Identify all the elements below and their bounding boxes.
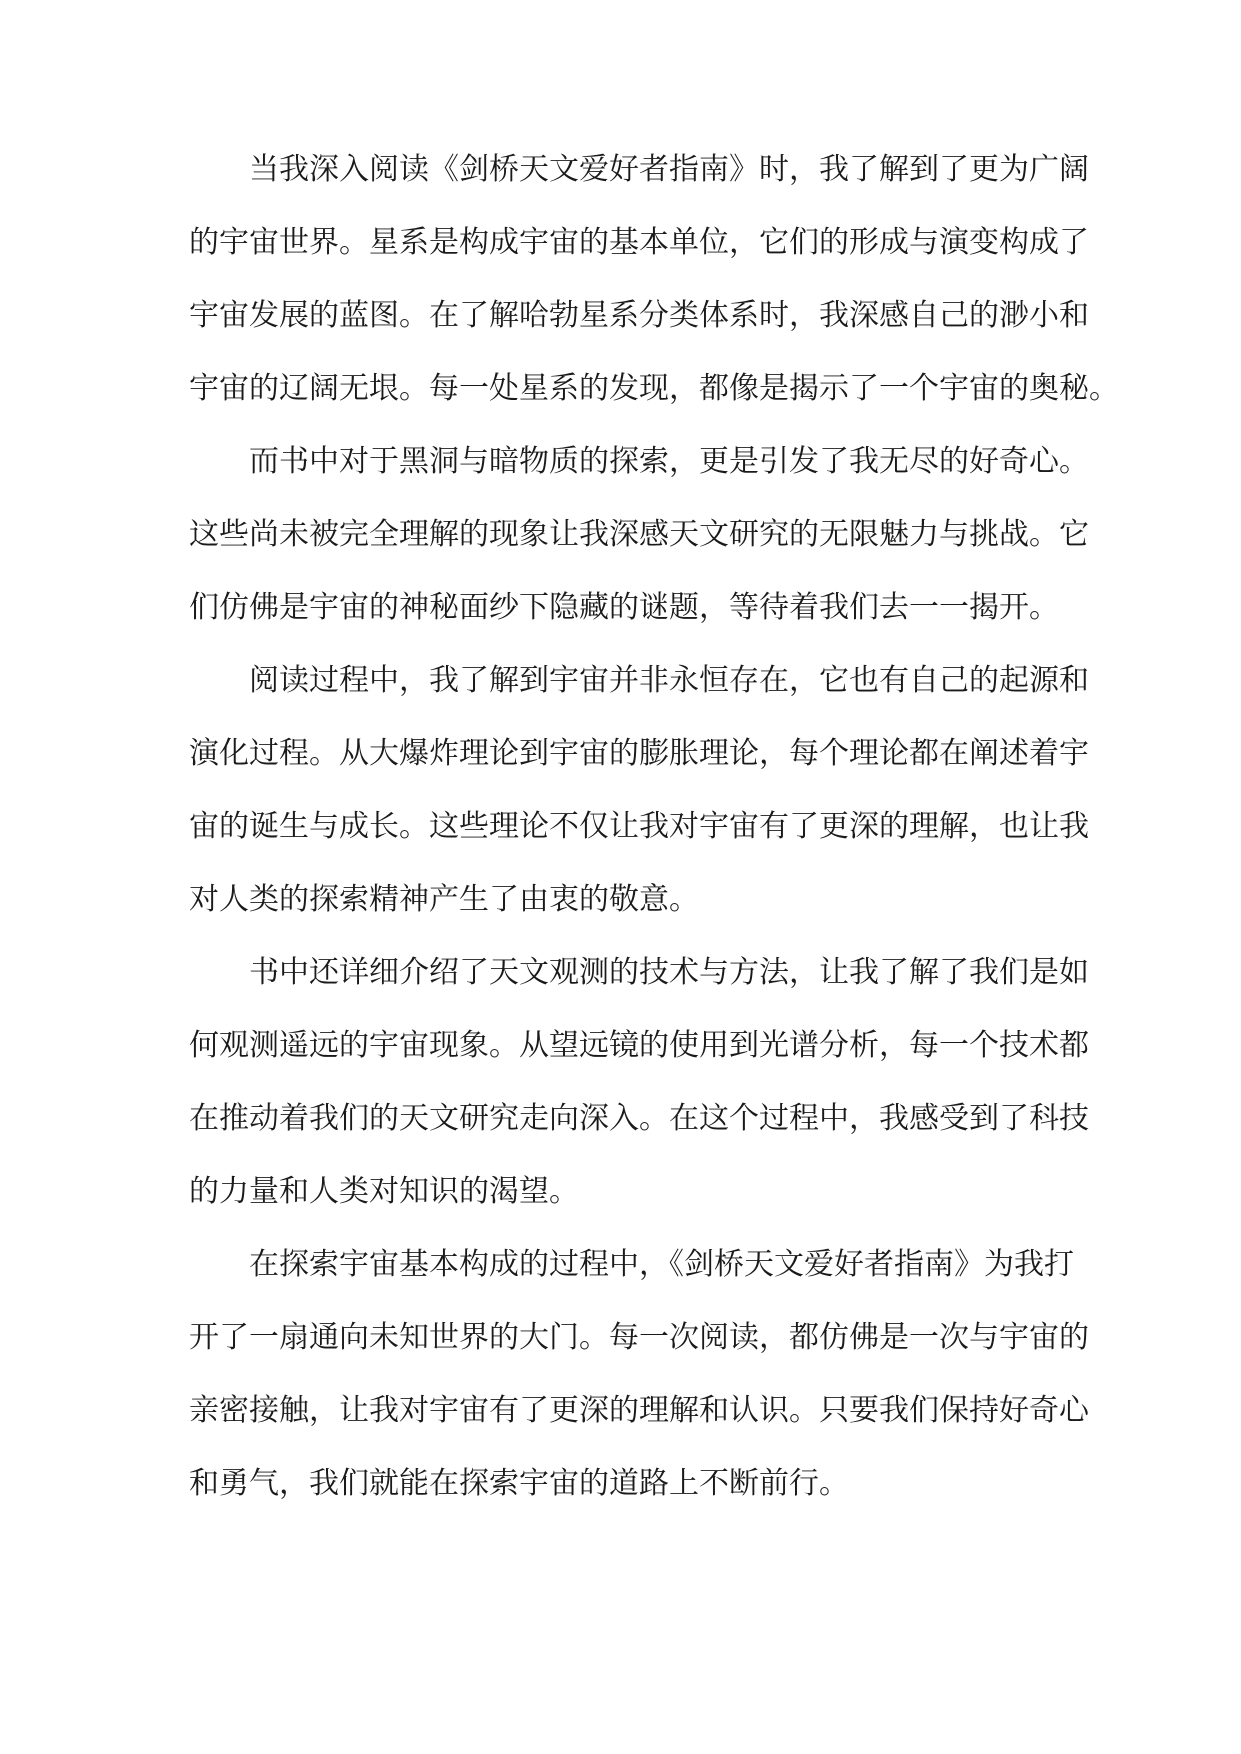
paragraph-1: [189, 140, 1119, 432]
paragraph-line: 在探索宇宙基本构成的过程中，《剑桥天文爱好者指南》为我打: [249, 1247, 1074, 1282]
paragraph-line: 对人类的探索精神产生了由衷的敬意。: [189, 882, 699, 917]
paragraph-line: 的宇宙世界。星系是构成宇宙的基本单位，它们的形成与演变构成了: [189, 225, 1089, 260]
paragraph-line: 而书中对于黑洞与暗物质的探索，更是引发了我无尽的好奇心。: [249, 444, 1089, 479]
paragraph-3: [189, 651, 1089, 943]
paragraph-line: 和勇气，我们就能在探索宇宙的道路上不断前行。: [189, 1466, 849, 1501]
paragraph-line: 宇宙发展的蓝图。在了解哈勃星系分类体系时，我深感自己的渺小和: [189, 298, 1089, 333]
paragraph-line: 这些尚未被完全理解的现象让我深感天文研究的无限魅力与挑战。它: [189, 517, 1089, 552]
paragraph-line: 开了一扇通向未知世界的大门。每一次阅读，都仿佛是一次与宇宙的: [189, 1320, 1089, 1355]
paragraph-line: 宇宙的辽阔无垠。每一处星系的发现，都像是揭示了一个宇宙的奥秘。: [189, 371, 1119, 406]
paragraph-line: 的力量和人类对知识的渴望。: [189, 1174, 579, 1209]
paragraph-line: 们仿佛是宇宙的神秘面纱下隐藏的谜题，等待着我们去一一揭开。: [189, 590, 1059, 625]
document-body: [189, 140, 1119, 1527]
paragraph-4: [189, 943, 1089, 1235]
paragraph-2: [189, 432, 1089, 651]
paragraph-line: 书中还详细介绍了天文观测的技术与方法，让我了解了我们是如: [249, 955, 1089, 990]
paragraph-line: 演化过程。从大爆炸理论到宇宙的膨胀理论，每个理论都在阐述着宇: [189, 736, 1089, 771]
paragraph-line: 在推动着我们的天文研究走向深入。在这个过程中，我感受到了科技: [189, 1101, 1089, 1136]
paragraph-line: 亲密接触，让我对宇宙有了更深的理解和认识。只要我们保持好奇心: [189, 1393, 1089, 1428]
paragraph-line: 阅读过程中，我了解到宇宙并非永恒存在，它也有自己的起源和: [249, 663, 1089, 698]
paragraph-line: 何观测遥远的宇宙现象。从望远镜的使用到光谱分析，每一个技术都: [189, 1028, 1089, 1063]
paragraph-line: 当我深入阅读《剑桥天文爱好者指南》时，我了解到了更为广阔: [249, 152, 1089, 187]
paragraph-line: 宙的诞生与成长。这些理论不仅让我对宇宙有了更深的理解，也让我: [189, 809, 1089, 844]
paragraph-5: [189, 1235, 1089, 1527]
